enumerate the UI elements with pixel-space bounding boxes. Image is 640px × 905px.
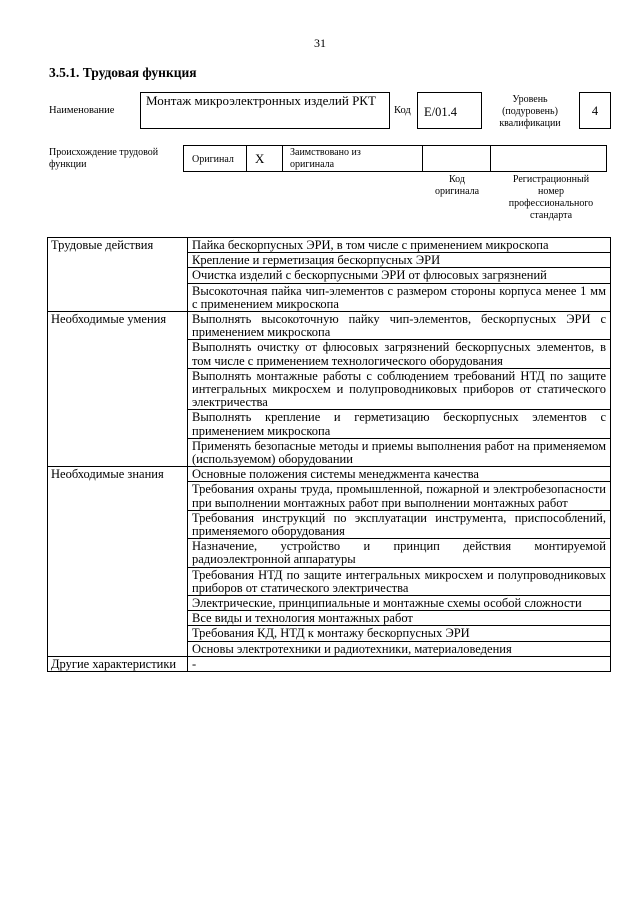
level-label-line2: (подуровень) [502,106,558,117]
level-box [579,92,611,129]
skill-item: Выполнять крепление и герметизацию бескорпусных элементов с применением микроскопа [188,410,611,438]
name-label: Наименование [49,105,115,116]
reg-number-caption-line1: Регистрационный [512,174,590,185]
level-label [484,94,576,130]
origin-label-line1: Происхождение трудовой [49,147,159,158]
labor-action-item: Пайка бескорпусных ЭРИ, в том числе с применением микроскопа [188,238,611,253]
level-label-line3: квалификации [499,118,561,129]
knowledge-item: Электрические, принципиальные и монтажные схемы особой сложности [188,596,611,611]
labor-action-item: Очистка изделий с бескорпусными ЭРИ от флюсовых загрязнений [188,268,611,283]
reg-number-caption [492,174,610,222]
knowledge-item: Требования охраны труда, промышленной, пожарной и электробезопасности при выполнении монтажных работ при выполнении монтажных работ [188,482,611,510]
page-number: 31 [314,36,326,50]
code-label: Код [394,105,411,116]
knowledge-item: Основы электротехники и радиотехники, материаловедения [188,641,611,656]
original-mark: X [255,151,265,166]
labor-action-item: Высокоточная пайка чип-элементов с размером стороны корпуса менее 1 мм с применением микроскопа [188,283,611,311]
skill-item: Применять безопасные методы и приемы выполнения работ на применяемом (используемом) оборудовании [188,438,611,466]
knowledge-item: Требования КД, НТД к монтажу бескорпусных ЭРИ [188,626,611,641]
knowledge-item: Назначение, устройство и принцип действия монтируемой радиоэлектронной аппаратуры [188,539,611,567]
table-row [48,467,611,482]
level-label-line1: Уровень [512,94,548,105]
code-value: E/01.4 [424,105,457,119]
labor-actions-label: Трудовые действия [48,238,188,312]
skill-item: Выполнять очистку от флюсовых загрязнений бескорпусных элементов, в том числе с применением технологического оборудования [188,340,611,368]
reg-number-caption-line4: стандарта [529,210,573,221]
level-value: 4 [591,104,599,118]
knowledge-item: Требования инструкций по эксплуатации инструмента, приспособлений, применяемого оборудования [188,510,611,538]
original-mark-cell [246,145,283,172]
function-name-box [140,92,390,129]
function-details-table [47,237,611,672]
borrowed-label [290,147,361,171]
knowledge-item: Основные положения системы менеджмента качества [188,467,611,482]
other-characteristics-label: Другие характеристики [48,656,188,671]
borrowed-label-line2: оригинала [290,159,335,170]
labor-action-item: Крепление и герметизация бескорпусных ЭРИ [188,253,611,268]
skills-label: Необходимые умения [48,312,188,467]
skill-item: Выполнять монтажные работы с соблюдением требований НТД по защите интегральных микросхем и полупроводниковых приборов от статического электричества [188,368,611,410]
other-characteristics-value: - [188,656,611,671]
origin-divider-2 [490,145,491,172]
code-box [417,92,482,129]
knowledge-item: Требования НТД по защите интегральных микросхем и полупроводниковых приборов от статического электричества [188,567,611,595]
code-original-caption-line1: Код [449,174,465,185]
skill-item: Выполнять высокоточную пайку чип-элементов, бескорпусных ЭРИ с применением микроскопа [188,312,611,340]
code-original-caption [424,174,490,198]
table-row [48,238,611,253]
code-original-caption-line2: оригинала [434,186,480,197]
origin-label-line2: функции [49,159,87,170]
reg-number-caption-line2: номер [538,186,564,197]
function-name-value: Монтаж микроэлектронных изделий РКТ [146,93,376,108]
knowledge-label: Необходимые знания [48,467,188,657]
origin-divider-1 [422,145,423,172]
knowledge-item: Все виды и технология монтажных работ [188,611,611,626]
reg-number-caption-line3: профессионального [508,198,594,209]
table-row [48,312,611,340]
table-row [48,656,611,671]
original-label: Оригинал [192,154,234,165]
section-title: 3.5.1. Трудовая функция [49,65,197,80]
origin-label [49,147,158,171]
borrowed-label-line1: Заимствовано из [290,147,361,158]
